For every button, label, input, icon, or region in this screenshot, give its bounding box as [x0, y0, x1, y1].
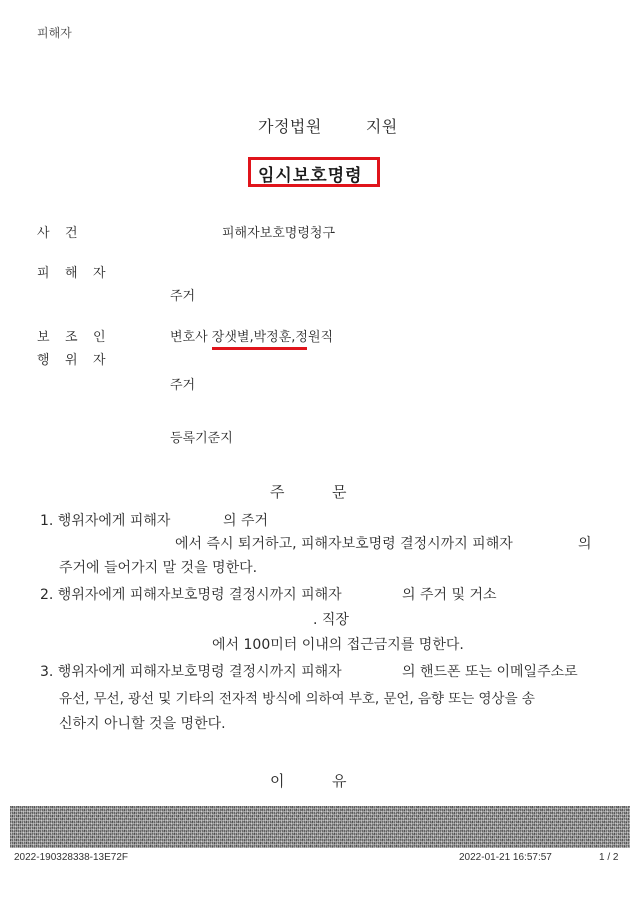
victim-label: 피 해 자: [37, 266, 106, 281]
corner-label: 피해자: [37, 26, 72, 40]
document-id: 2022-190328338-13E72F: [14, 852, 128, 863]
court-name: [258, 114, 398, 137]
victim-address-label: 주거: [170, 289, 196, 304]
disposition-heading: 주 문: [270, 483, 347, 501]
item3-line1b: 의 핸드폰 또는 이메일주소로: [402, 664, 578, 680]
item1-line2b: 의: [578, 536, 592, 552]
order-title: 임시보호명령: [258, 166, 363, 186]
perpetrator-address-label: 주거: [170, 378, 196, 393]
item2-line2: . 직장: [313, 612, 349, 628]
registry-label: 등록기준지: [170, 431, 233, 446]
counsel-names: 변호사 장샛별,박정훈,정원직: [170, 330, 334, 345]
item3-line1a: 3. 행위자에게 피해자보호명령 결정시까지 피해자: [40, 664, 342, 680]
item2-line1a: 2. 행위자에게 피해자보호명령 결정시까지 피해자: [40, 587, 342, 603]
item1-line1a: 1. 행위자에게 피해자: [40, 513, 171, 529]
item2-line1b: 의 주거 및 거소: [402, 587, 497, 603]
counsel-names-underline: [212, 347, 307, 350]
item1-line2: 에서 즉시 퇴거하고, 피해자보호명령 결정시까지 피해자: [175, 536, 513, 552]
item1-line1b: 의 주거: [223, 513, 269, 529]
case-label: 사 건: [37, 226, 78, 241]
item1-line3: 주거에 들어가지 말 것을 명한다.: [59, 560, 258, 576]
redacted-content-block: [10, 806, 630, 848]
print-datetime: 2022-01-21 16:57:57: [459, 852, 552, 863]
item3-line3: 신하지 아니할 것을 명한다.: [59, 716, 226, 732]
perpetrator-label: 행 위 자: [37, 353, 106, 368]
court-name-primary: 가정법원: [258, 117, 322, 136]
case-value: 피해자보호명령청구: [222, 226, 336, 241]
reasons-heading: 이 유: [270, 772, 347, 790]
assistant-label: 보 조 인: [37, 330, 106, 345]
court-name-branch: 지원: [365, 117, 398, 136]
item2-line3: 에서 100미터 이내의 접근금지를 명한다.: [212, 637, 464, 653]
page-number: 1 / 2: [599, 852, 619, 863]
item3-line2: 유선, 무선, 광선 및 기타의 전자적 방식에 의하여 부호, 문언, 음향 또는 영상을 송: [59, 691, 535, 707]
